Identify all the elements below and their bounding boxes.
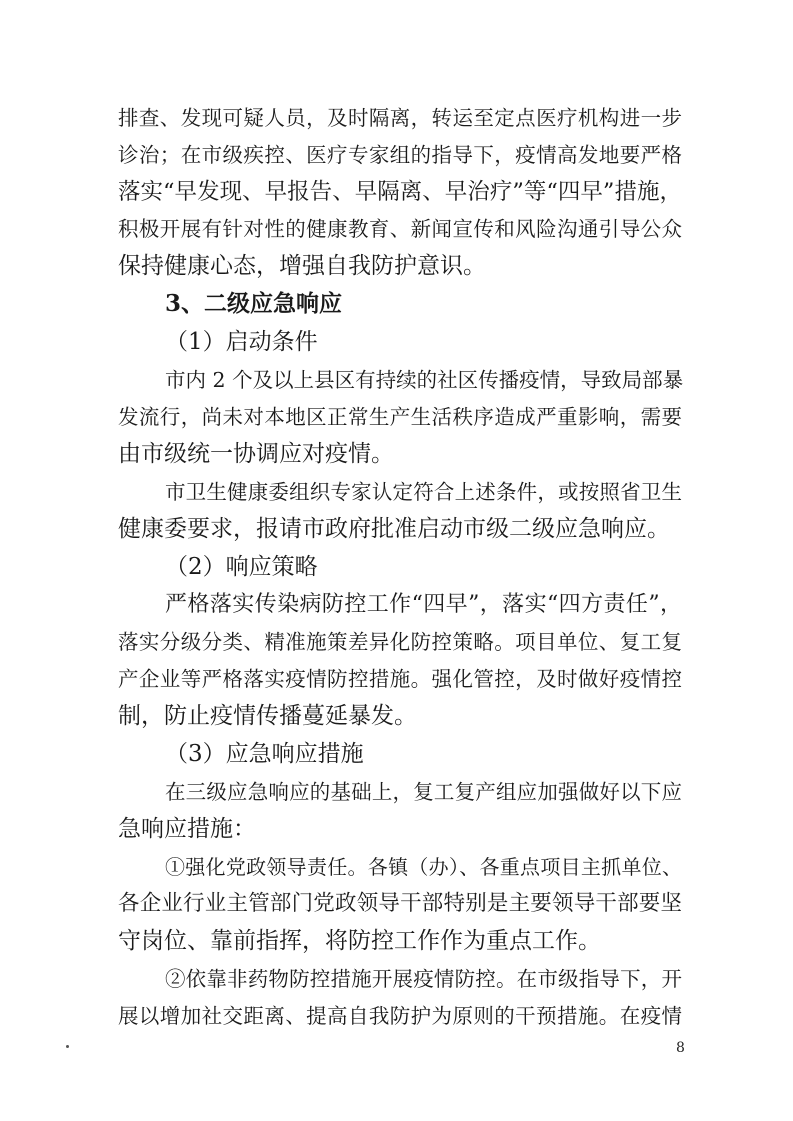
scan-speck (66, 1045, 69, 1048)
paragraph-line: 积极开展有针对性的健康教育、新闻宣传和风险沟通引导公众 (118, 217, 682, 241)
paragraph-line: 保持健康心态，增强自我防护意识。 (118, 253, 486, 279)
subsection-heading: （1）启动条件 (165, 329, 318, 355)
paragraph-line: 产企业等严格落实疫情防控措施。强化管控，及时做好疫情控 (118, 667, 682, 691)
paragraph-line: 发流行，尚未对本地区正常生产生活秩序造成严重影响，需要 (118, 405, 682, 429)
paragraph-line: 落实分级分类、精准施策差异化防控策略。项目单位、复工复 (118, 630, 682, 654)
subsection-heading: （3）应急响应措施 (165, 741, 364, 767)
paragraph-line: 严格落实传染病防控工作“四早”，落实“四方责任”， (165, 592, 682, 617)
paragraph-line: ①强化党政领导责任。各镇（办）、各重点项目主抓单位、 (165, 855, 682, 879)
paragraph-line: 制，防止疫情传播蔓延暴发。 (118, 703, 417, 729)
paragraph-line: 各企业行业主管部门党政领导干部特别是主要领导干部要坚 (118, 891, 682, 916)
subsection-heading: （2）响应策略 (165, 554, 318, 580)
paragraph-line: 展以增加社交距离、提高自我防护为原则的干预措施。在疫情 (118, 1004, 682, 1028)
paragraph-line: 市卫生健康委组织专家认定符合上述条件，或按照省卫生 (165, 480, 682, 504)
paragraph-line: 落实“早发现、早报告、早隔离、早治疗”等“四早”措施， (118, 179, 682, 205)
paragraph-line: ②依靠非药物防控措施开展疫情防控。在市级指导下，开 (165, 967, 682, 991)
paragraph-line: 由市级统一协调应对疫情。 (118, 441, 394, 467)
paragraph-line: 急响应措施： (118, 816, 256, 842)
page-number: 8 (676, 1040, 685, 1056)
section-heading: 3、二级应急响应 (165, 290, 343, 317)
paragraph-line: 在三级应急响应的基础上，复工复产组应加强做好以下应 (165, 780, 682, 804)
paragraph-line: 排查、发现可疑人员，及时隔离，转运至定点医疗机构进一步 (118, 106, 682, 130)
paragraph-line: 市内 2 个及以上县区有持续的社区传播疫情，导致局部暴 (165, 368, 684, 392)
paragraph-line: 健康委要求，报请市政府批准启动市级二级应急响应。 (118, 516, 670, 542)
paragraph-line: 诊治；在市级疾控、医疗专家组的指导下，疫情高发地要严格 (118, 143, 682, 167)
paragraph-line: 守岗位、靠前指挥，将防控工作作为重点工作。 (118, 928, 601, 954)
